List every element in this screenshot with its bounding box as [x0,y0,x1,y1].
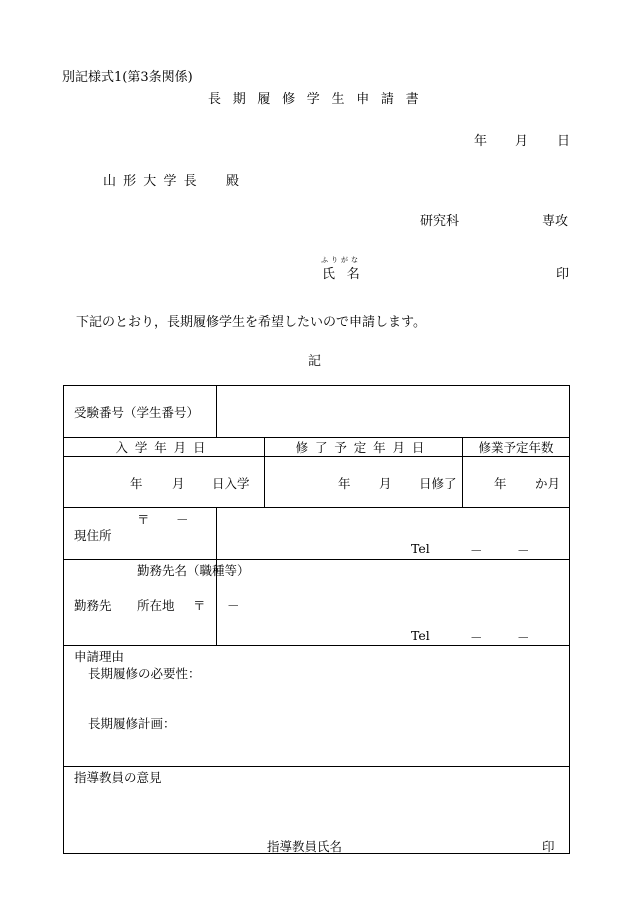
major-label: 専攻 [542,214,569,229]
seal-label: 印 [556,267,570,282]
advisor-row [64,767,570,854]
address-field[interactable] [137,508,570,560]
duration-year: 年 [494,476,507,491]
plan-label: 長期履修計画： [88,716,176,731]
date-header-row [64,438,570,457]
ki-label: 記 [308,354,322,369]
location-postal-dash: － [227,598,240,613]
duration-header-text: 修業予定年数 [478,440,554,455]
enroll-date-header [64,438,265,457]
advisor-opinion-field[interactable] [64,767,570,854]
exam-number-label-cell [64,386,217,438]
complete-date-field[interactable] [265,457,463,508]
enroll-day: 日入学 [212,476,250,491]
postal-dash: － [176,512,189,527]
duration-field[interactable] [463,457,570,508]
advisor-opinion-label: 指導教員の意見 [74,770,162,785]
form-number: 別記様式1(第3条関係) [62,70,193,85]
request-statement: 下記のとおり，長期履修学生を希望したいので申請します。 [76,315,426,330]
workplace-field[interactable] [137,560,570,646]
date-day: 日 [557,134,571,149]
date-year: 年 [474,134,488,149]
workplace-tel-dash-2: － [517,630,530,645]
complete-year: 年 [338,476,351,491]
furigana-label: ふりがな [321,256,361,264]
enroll-year: 年 [130,476,143,491]
graduate-school-label: 研究科 [420,214,460,229]
advisor-name-label: 指導教員氏名 [267,839,343,854]
necessity-label: 長期履修の必要性： [88,666,201,681]
address-tel-label: Tel [411,541,430,556]
complete-day: 日修了 [419,476,457,491]
address-tel-dash-1: － [470,543,483,558]
reason-field[interactable] [64,646,570,767]
reason-label: 申請理由 [74,649,125,664]
addressee: 山形大学長 [103,174,204,189]
complete-month: 月 [379,476,392,491]
enroll-date-field[interactable] [64,457,265,508]
location-label: 所在地 [137,598,175,613]
application-table [63,385,570,854]
complete-date-header-text: 修了予定年月日 [295,440,432,455]
address-tel-dash-2: － [517,543,530,558]
workplace-tel-dash-1: － [470,630,483,645]
advisor-seal-label: 印 [542,839,555,854]
exam-number-field[interactable] [217,386,570,438]
exam-number-label: 受験番号（学生番号） [74,404,200,420]
addressee-honorific: 殿 [226,174,240,189]
enroll-month: 月 [172,476,185,491]
address-row [64,508,570,560]
enroll-date-header-text: 入学年月日 [115,440,213,455]
name-label: 氏名 [322,267,372,282]
workplace-name-label: 勤務先名（職種等） [137,563,250,578]
duration-header [463,438,570,457]
complete-date-header [265,438,463,457]
address-label: 現住所 [74,528,112,543]
postal-mark: 〒 [137,512,150,527]
date-values-row [64,457,570,508]
exam-number-row [64,386,570,438]
workplace-label: 勤務先 [74,598,112,613]
location-postal-mark: 〒 [193,598,206,613]
form-title: 長期履修学生申請書 [208,92,431,107]
date-month: 月 [515,134,529,149]
duration-month: か月 [535,476,561,491]
workplace-row [64,560,570,646]
reason-row [64,646,570,767]
workplace-tel-label: Tel [411,628,430,643]
